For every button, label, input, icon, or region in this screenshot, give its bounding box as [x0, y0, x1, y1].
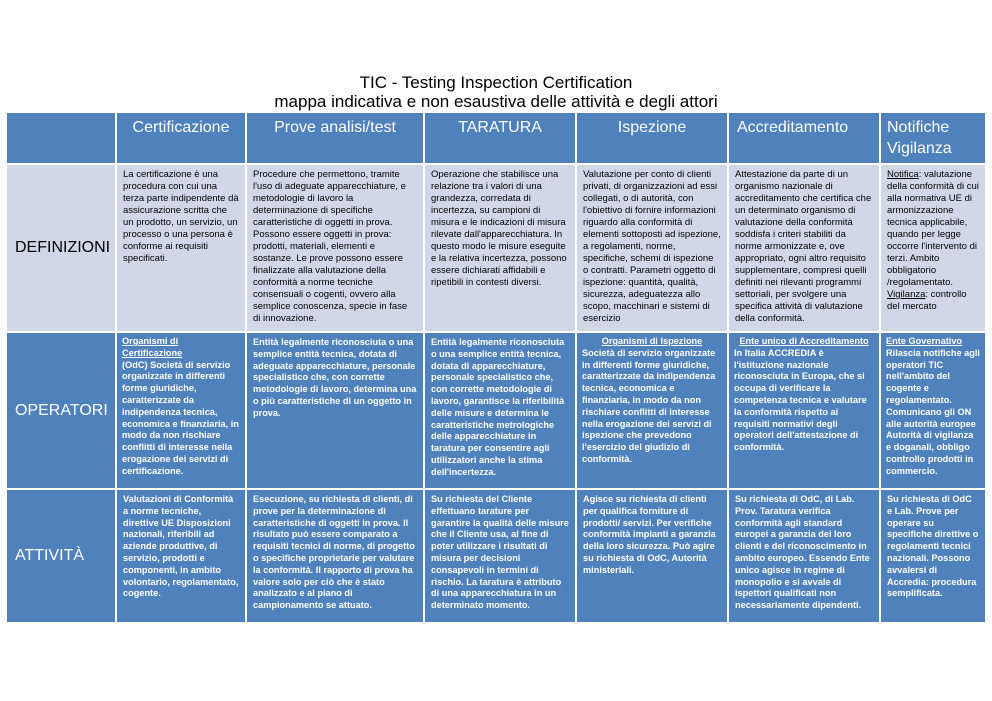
op-cert-text: (OdC) Società di servizio organizzate in differenti forme giuridiche, caratterizzate da indipendenza tecnica, economica e finanziaria, in modo da non rischiare conflitti di interesse nella erogazione dei servizi di certificazione. [122, 359, 239, 476]
def-prove: Procedure che permettono, tramite l'uso di adeguate apparecchiature, e metodologie di lavoro la determinazione di specifiche caratteristiche di oggetti in prova. Possono essere oggetti in prova: prodotti, materiali, elementi e sostanze. Le prove possono essere finalizzate alla valutazione della conformità a norme tecniche consensuali o cogenti, ovvero alla semplice conoscenza, specie in fase di innovazione. [247, 165, 423, 331]
op-accreditamento [729, 333, 879, 488]
notifica-term: Notifica [887, 169, 919, 180]
header-ispezione: Ispezione [577, 113, 727, 163]
op-taratura: Entità legalmente riconosciuta o una semplice entità tecnica, dotata di apparecchiature, personale specialistico che, con corrette metodologie di lavoro, garantisce la riferibilità delle misure e determina le caratteristiche metrologiche delle apparecchiature in taratura per consentire agli utilizzatori anche la stima dell'incertezza. [425, 333, 575, 488]
row-label-definizioni: DEFINIZIONI [7, 165, 115, 331]
op-certificazione [117, 333, 245, 488]
op-not-title: Ente Governativo [886, 336, 963, 346]
def-taratura: Operazione che stabilisce una relazione tra i valori di una grandezza, corredata di incertezza, su campioni di misura e le indicazioni di misura rilevate dall'apparecchiatura. In questo modo le misure eseguite e la relativa incertezza, possono essere dichiarati affidabili e ripetibili in contesti diversi. [425, 165, 575, 331]
header-certificazione: Certificazione [117, 113, 245, 163]
op-isp-text: Società di servizio organizzate in differenti forme giuridiche, caratterizzate da indipendenza tecnica, economica e finanziaria, in modo da non rischiare conflitti di interesse nella erogazione dei servizi di ispezione che prevedono l'esercizio del giudizio di conformità. [582, 347, 716, 464]
def-notifiche [881, 165, 985, 331]
title-line-2: mappa indicativa e non esaustiva delle attività e degli attori [274, 92, 718, 111]
def-certificazione: La certificazione è una procedura con cui una terza parte indipendente dà assicurazione scritta che un prodotto, un servizio, un processo o una persona è conforme ai requisiti specificati. [117, 165, 245, 331]
op-not-text: Rilascia notifiche agli operatori TIC nell'ambito del cogente e regolamentato. Comunicano gli ON alle autorità europee Autorità di vigilanza e doganali, obbligo controllo prodotti in commercio. [886, 347, 980, 476]
op-notifiche [881, 333, 985, 488]
att-accreditamento: Su richiesta di OdC, di Lab. Prov. Taratura verifica conformità agli standard europei a garanzia dei loro clienti e del riconoscimento in ambito europeo. Essendo Ente unico agisce in regime di monopolio e si avvale di ispettori qualificati non necessariamente dipendenti. [729, 490, 879, 622]
def-accreditamento: Attestazione da parte di un organismo nazionale di accreditamento che certifica che un determinato organismo di valutazione della conformità soddisfa i criteri stabiliti da norme armonizzate e, ove appropriato, ogni altro requisito supplementare, compresi quelli definiti nei rilevanti programmi settoriali, per svolgere una specifica attività di valutazione della conformità. [729, 165, 879, 331]
op-prove: Entità legalmente riconosciuta o una semplice entità tecnica, dotata di adeguate apparecchiature, personale specialistico che, con corrette metodologie di lavoro, determina una o più caratteristiche di un oggetto in prova. [247, 333, 423, 488]
att-taratura: Su richiesta del Cliente effettuano tarature per garantire la qualità delle misure che il Cliente usa, al fine di poter utilizzare i risultati di misura per decisioni consapevoli in termini di rischio. La taratura è attributo di una apparecchiatura in un determinato momento. [425, 490, 575, 622]
op-isp-title: Organismi di Ispezione [601, 336, 703, 346]
op-acc-text: In Italia ACCREDIA è l'istituzione nazionale riconosciuta in Europa, che si occupa di verificare la competenza tecnica e valutare la conformità rispetto ai requisiti normativi degli operatori dell'attestazione di conformità. [734, 347, 867, 453]
op-acc-title: Ente unico di Accreditamento [739, 336, 869, 346]
att-certificazione: Valutazioni di Conformità a norme tecniche, direttive UE Disposizioni nazionali, riferibili ad aziende produttive, di servizio, prodotti e componenti, in ambito volontario, regolamentato, cogente. [117, 490, 245, 622]
att-notifiche: Su richiesta di OdC e Lab. Prove per operare su specifiche direttive o regolamenti tecnici nazionali. Possono avvalersi di Accredia: procedura semplificata. [881, 490, 985, 622]
header-accreditamento: Accreditamento [729, 113, 879, 163]
op-ispezione [577, 333, 727, 488]
att-prove: Esecuzione, su richiesta di clienti, di prove per la determinazione di caratteristiche di oggetti in prova. Il risultato può essere comparato a requisiti tecnici di norme, di progetto o specifiche proprietarie per valutare la conformità. Il rapporto di prova ha valore solo per ciò che è stato analizzato e al piano di campionamento se attuato. [247, 490, 423, 622]
vigilanza-text: : controllo del mercato [887, 289, 967, 312]
header-taratura: TARATURA [425, 113, 575, 163]
op-cert-title: Organismi di Certificazione [122, 336, 183, 358]
def-ispezione: Valutazione per conto di clienti privati, di organizzazioni ad essi collegati, o di autorità, con l'obiettivo di fornire informazioni riguardo alla conformità di elementi sottoposti ad ispezione, a regolamenti, norme, specifiche, schemi di ispezione o contratti. Parametri oggetto di ispezione: quantità, qualità, sicurezza, adeguatezza allo scopo, macchinari e sistemi di esercizio [577, 165, 727, 331]
header-notifiche: Notifiche Vigilanza [881, 113, 985, 163]
att-ispezione: Agisce su richiesta di clienti per qualifica forniture di prodotti/ servizi. Per verifiche conformità impianti a garanzia della loro sicurezza. Può agire su richiesta di OdC, Autorità ministeriali. [577, 490, 727, 622]
title-line-1: TIC - Testing Inspection Certification [359, 73, 633, 92]
header-prove: Prove analisi/test [247, 113, 423, 163]
row-label-operatori: OPERATORI [7, 333, 115, 488]
vigilanza-term: Vigilanza [887, 289, 926, 300]
header-corner [7, 113, 115, 163]
row-label-attivita: ATTIVITÀ [7, 490, 115, 622]
notifica-text: : valutazione della conformità di cui alla normativa UE di armonizzazione tecnica applicabile, quando per legge occorre l'intervento di terzi. Ambito obbligatorio /regolamentato. [887, 169, 979, 288]
